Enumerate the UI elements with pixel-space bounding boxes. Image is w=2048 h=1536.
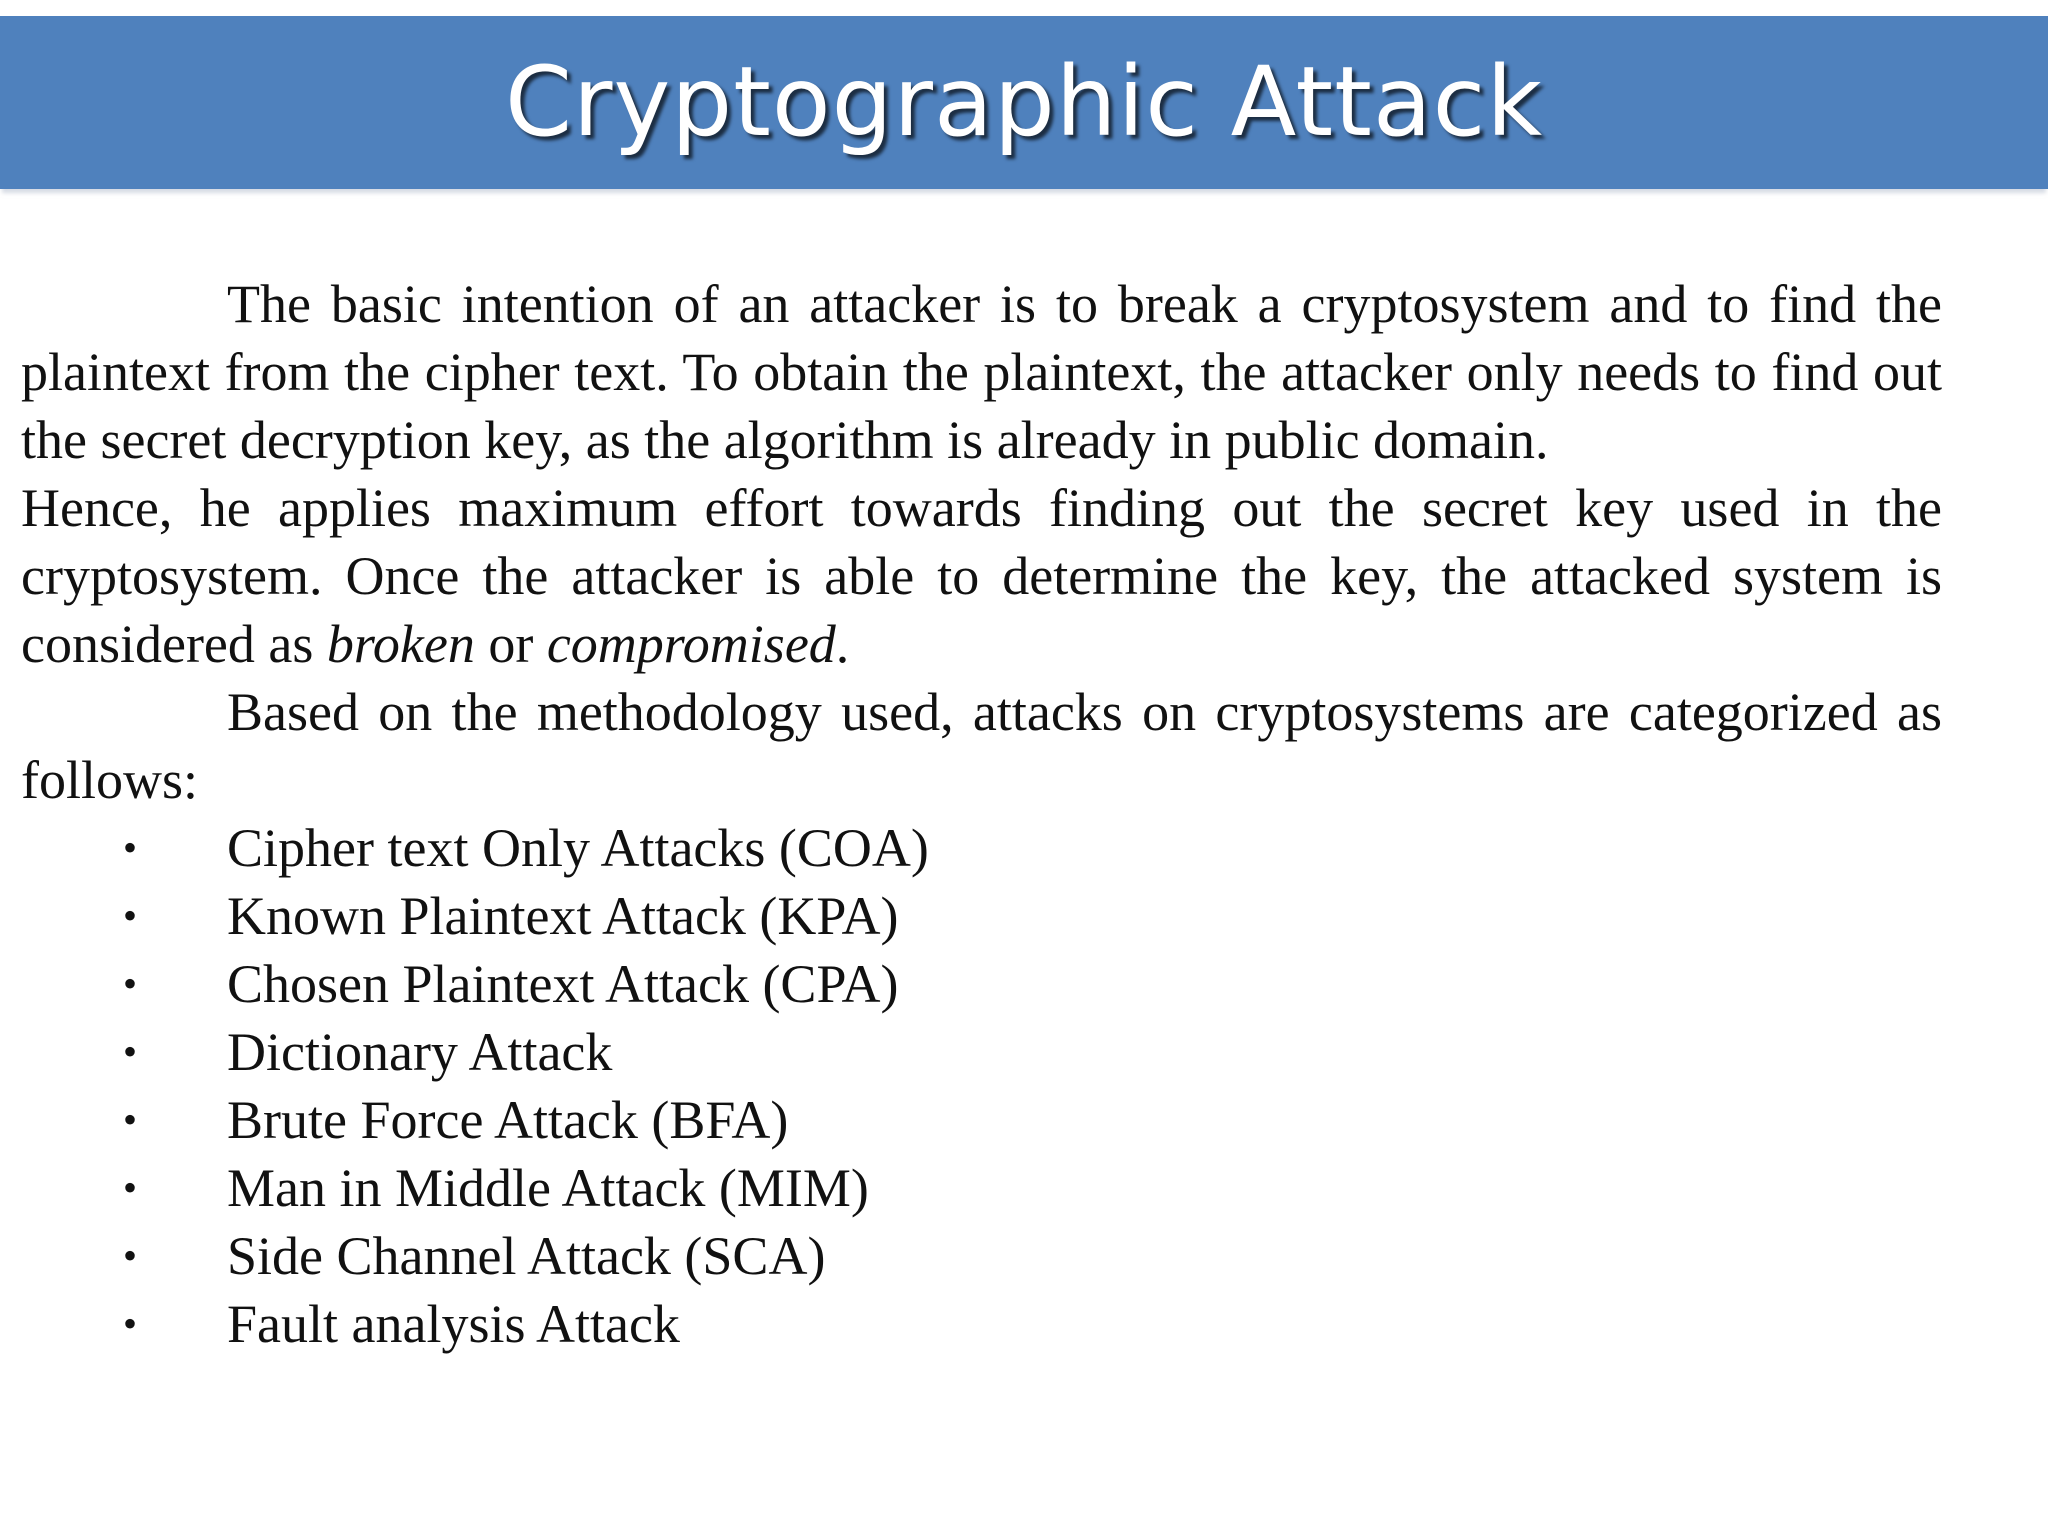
- bullet-icon: •: [123, 1301, 138, 1346]
- bullet-icon: •: [123, 825, 138, 870]
- bullet-icon: •: [123, 1165, 138, 1210]
- list-item: [21, 1222, 1942, 1290]
- list-item: [21, 1290, 1942, 1358]
- attack-list: [21, 814, 1942, 1358]
- emphasis-compromised: compromised: [546, 614, 836, 674]
- bullet-icon: •: [123, 1233, 138, 1278]
- paragraph-intention: The basic intention of an attacker is to break a cryptosystem and to find the plaintext from the cipher text. To obtain the plaintext, the attacker only needs to find out the secret decryption key, as the algorithm is already in public domain.: [21, 274, 1942, 470]
- list-item: [21, 950, 1942, 1018]
- list-item: [21, 1086, 1942, 1154]
- title-bar: [0, 16, 2048, 189]
- list-item-label: Known Plaintext Attack (KPA): [227, 886, 899, 946]
- paragraph-secret-key-or: or: [474, 614, 547, 674]
- list-item-label: Side Channel Attack (SCA): [227, 1226, 826, 1286]
- slide-title: Cryptographic Attack: [504, 46, 1544, 158]
- paragraph-secret-key-text: Hence, he applies maximum effort towards finding out the secret key used in the cryptosystem. Once the attacker is able to determine the key, the attacked system is considered as: [21, 478, 1942, 674]
- list-item-label: Fault analysis Attack: [227, 1294, 680, 1354]
- paragraph-methodology: Based on the methodology used, attacks on cryptosystems are categorized as follows:: [21, 682, 1942, 810]
- list-item-label: Brute Force Attack (BFA): [227, 1090, 789, 1150]
- list-item-label: Cipher text Only Attacks (COA): [227, 818, 929, 878]
- bullet-icon: •: [123, 1029, 138, 1074]
- list-item: [21, 1018, 1942, 1086]
- emphasis-broken: broken: [326, 614, 475, 674]
- paragraph-secret-key-end: .: [835, 614, 850, 674]
- list-item: [21, 882, 1942, 950]
- list-item: [21, 1154, 1942, 1222]
- list-item-label: Chosen Plaintext Attack (CPA): [227, 954, 899, 1014]
- list-item-label: Man in Middle Attack (MIM): [227, 1158, 869, 1218]
- list-item-label: Dictionary Attack: [227, 1022, 613, 1082]
- bullet-icon: •: [123, 961, 138, 1006]
- slide-body: [21, 270, 1942, 1358]
- bullet-icon: •: [123, 893, 138, 938]
- bullet-icon: •: [123, 1097, 138, 1142]
- paragraph-secret-key: [21, 474, 1942, 678]
- list-item: [21, 814, 1942, 882]
